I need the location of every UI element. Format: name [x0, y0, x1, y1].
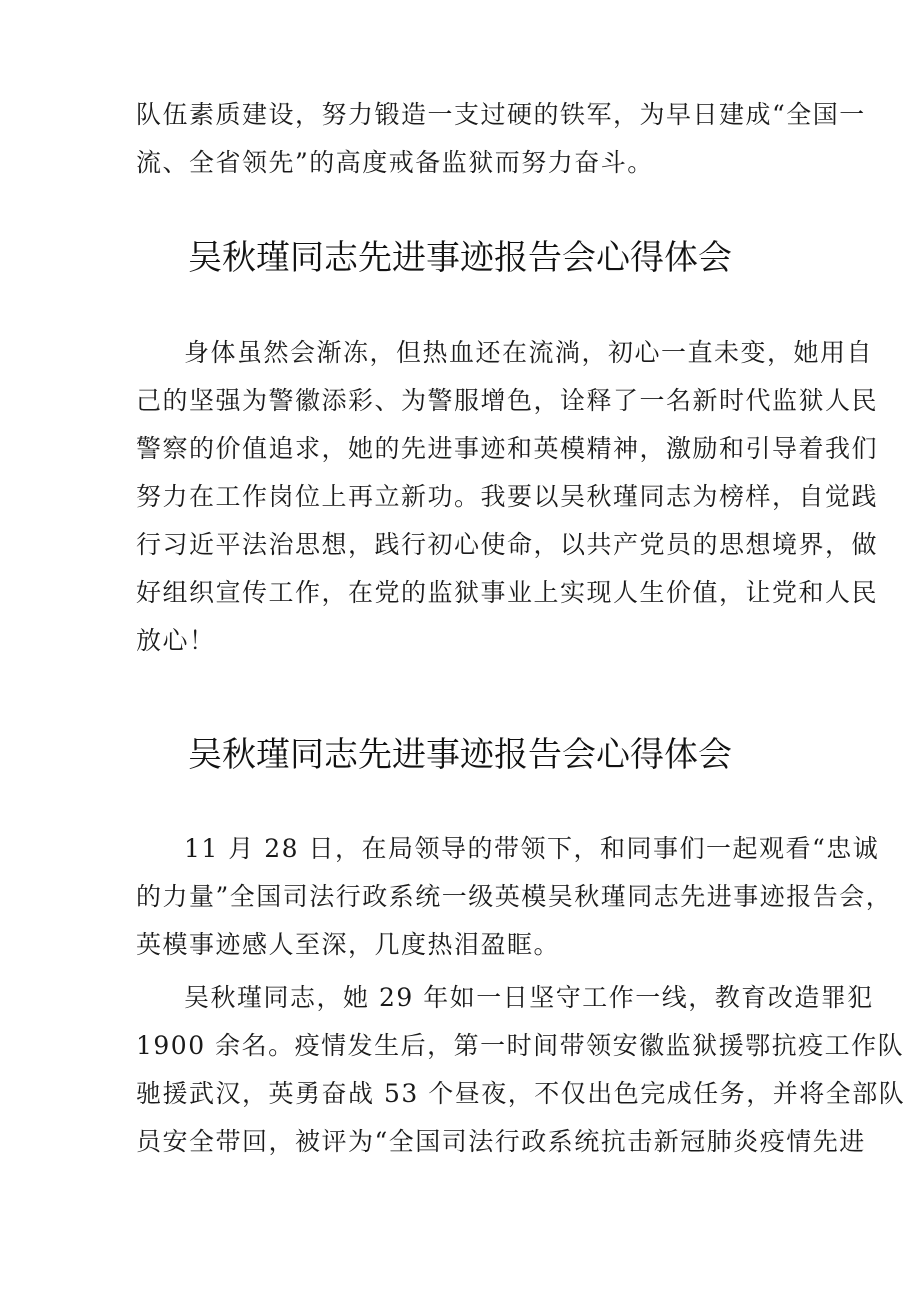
section-2-paragraph-2-line: 吴秋瑾同志，她 29 年如一日坚守工作一线，教育改造罪犯	[184, 983, 874, 1012]
section-2-paragraph-2-line: 员安全带回，被评为“全国司法行政系统抗击新冠肺炎疫情先进	[136, 1127, 866, 1156]
continuation-line: 队伍素质建设，努力锻造一支过硬的铁军，为早日建成“全国一	[136, 100, 866, 129]
continuation-line: 流、全省领先”的高度戒备监狱而努力奋斗。	[136, 148, 654, 177]
section-2-paragraph-1-line: 11 月 28 日，在局领导的带领下，和同事们一起观看“忠诚	[184, 834, 880, 863]
section-1-title: 吴秋瑾同志先进事迹报告会心得体会	[188, 238, 732, 278]
section-1-line: 好组织宣传工作，在党的监狱事业上实现人生价值，让党和人民	[136, 578, 879, 607]
section-2-title: 吴秋瑾同志先进事迹报告会心得体会	[188, 735, 732, 775]
section-2-paragraph-2-line: 1900 余名。疫情发生后，第一时间带领安徽监狱援鄂抗疫工作队	[136, 1031, 905, 1060]
section-1-line: 行习近平法治思想，践行初心使命，以共产党员的思想境界，做	[136, 530, 879, 559]
section-1-line: 放心！	[136, 626, 216, 655]
section-1-line: 身体虽然会渐冻，但热血还在流淌，初心一直未变，她用自	[184, 338, 874, 367]
section-1-line: 警察的价值追求，她的先进事迹和英模精神，激励和引导着我们	[136, 434, 879, 463]
section-2-paragraph-1-line: 英模事迹感人至深，几度热泪盈眶。	[136, 930, 561, 959]
section-1-line: 己的坚强为警徽添彩、为警服增色，诠释了一名新时代监狱人民	[136, 386, 879, 415]
section-2-paragraph-1-line: 的力量”全国司法行政系统一级英模吴秋瑾同志先进事迹报告会，	[136, 882, 893, 911]
section-1-line: 努力在工作岗位上再立新功。我要以吴秋瑾同志为榜样，自觉践	[136, 482, 879, 511]
section-2-paragraph-2-line: 驰援武汉，英勇奋战 53 个昼夜，不仅出色完成任务，并将全部队	[136, 1079, 906, 1108]
